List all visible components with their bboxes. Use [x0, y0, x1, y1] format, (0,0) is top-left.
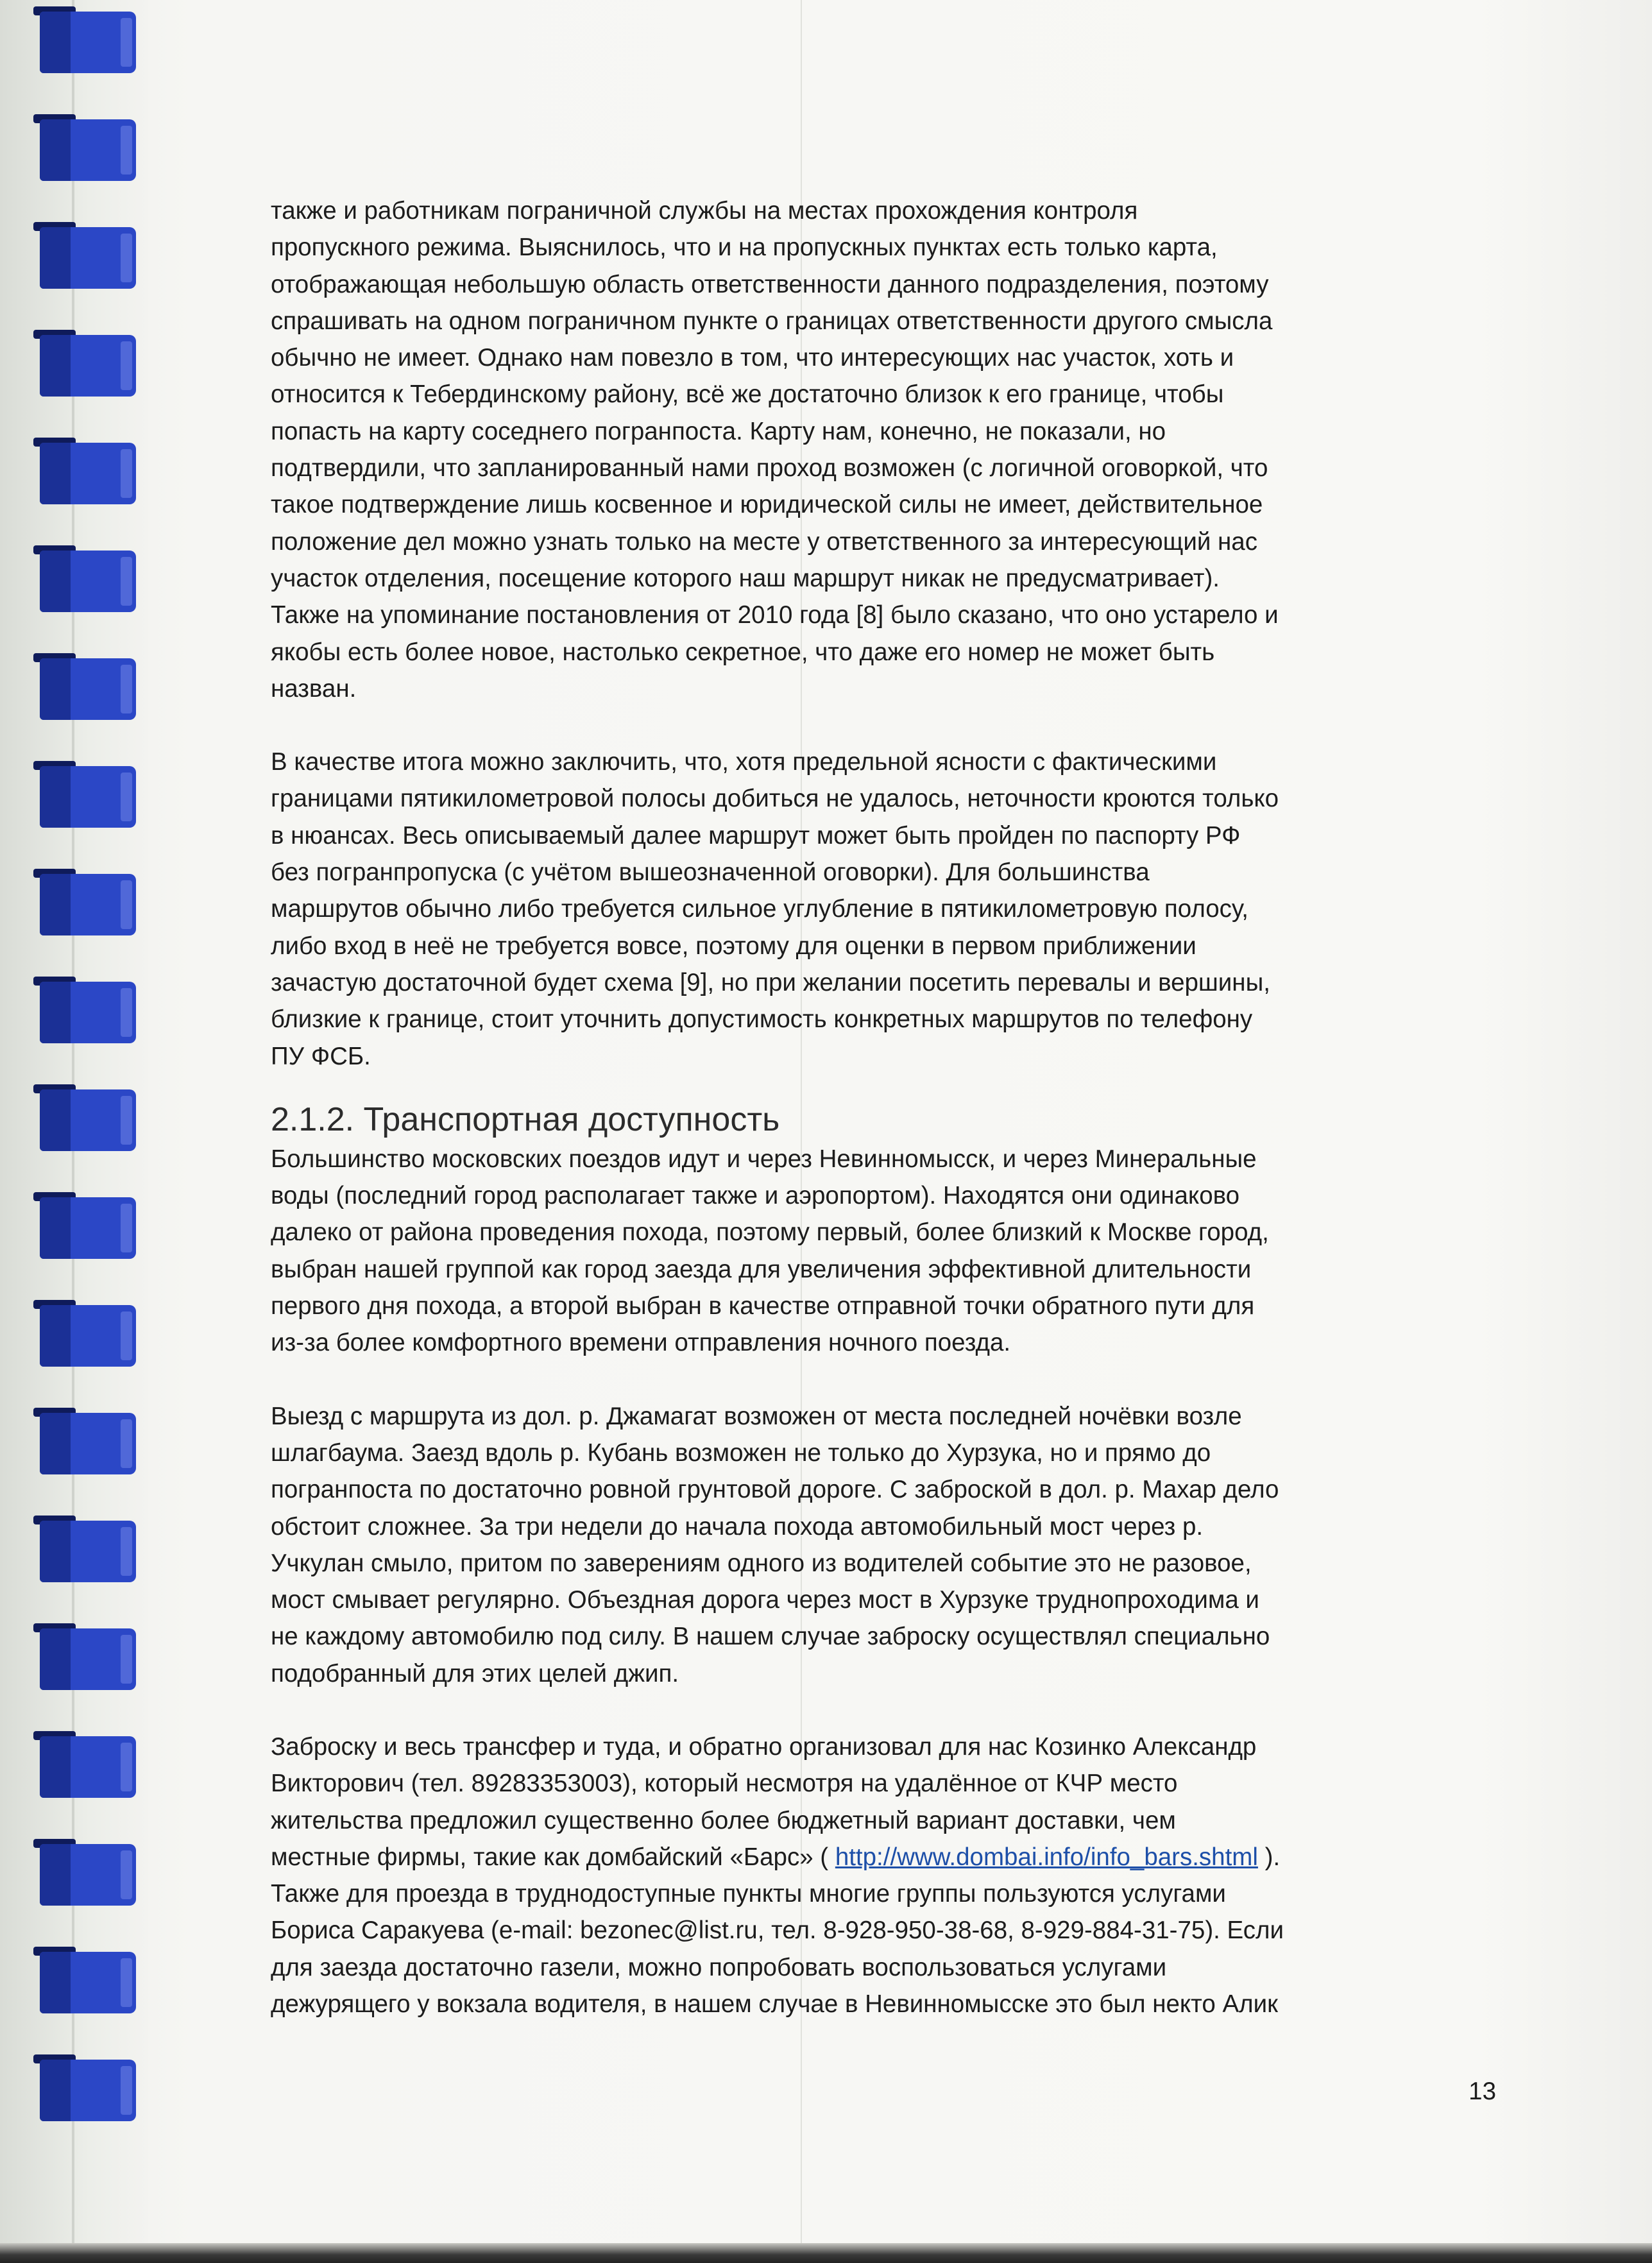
binding-ring — [40, 869, 136, 941]
text-line: Выезд с маршрута из дол. р. Джамагат возможен от места последней ночёвки возле — [271, 1402, 1242, 1430]
text-line: выбран нашей группой как город заезда для увеличения эффективной длительности — [271, 1255, 1252, 1283]
text-line: воды (последний город располагает также и аэропортом). Находятся они одинаково — [271, 1182, 1240, 1210]
text-line: либо вход в неё не требуется вовсе, поэтому для оценки в первом приближении — [271, 932, 1196, 960]
binding-ring — [40, 1408, 136, 1480]
text-line: якобы есть более новое, настолько секретное, что даже его номер не может быть — [271, 638, 1215, 666]
text-line: подтвердили, что запланированный нами проход возможен (с логичной оговоркой, что — [271, 454, 1268, 482]
text-line: относится к Тебердинскому району, всё же достаточно близок к его границе, чтобы — [271, 380, 1224, 409]
text-line: спрашивать на одном пограничном пункте о границах ответственности другого смысла — [271, 307, 1273, 335]
barsa-website-link[interactable]: http://www.dombai.info/info_bars.shtml — [835, 1843, 1258, 1871]
page-body — [271, 192, 1496, 2022]
text-line-with-link: местные фирмы, такие как домбайский «Барс» ( http://www.dombai.info/info_bars.shtml ). — [271, 1843, 1281, 1871]
binding-ring — [40, 1839, 136, 1911]
text-line: Также на упоминание постановления от 2010 года [8] было сказано, что оно устарело и — [271, 601, 1279, 629]
text-line: подобранный для этих целей джип. — [271, 1659, 679, 1687]
binding-ring — [40, 1623, 136, 1695]
text-line: первого дня похода, а второй выбран в качестве отправной точки обратного пути для — [271, 1292, 1255, 1320]
text-line: обычно не имеет. Однако нам повезло в том, что интересующих нас участок, хоть и — [271, 344, 1234, 372]
paragraph-1 — [271, 192, 1496, 707]
text-line: жительства предложил существенно более бюджетный вариант доставки, чем — [271, 1806, 1176, 1834]
binding-ring — [40, 1947, 136, 2019]
text-line: положение дел можно узнать только на месте у ответственного за интересующий нас — [271, 527, 1257, 556]
binding-ring — [40, 2054, 136, 2126]
text-line: без погранпропуска (с учётом вышеозначенной оговорки). Для большинства — [271, 858, 1150, 887]
binding-ring — [40, 330, 136, 402]
scan-bottom-edge — [0, 2243, 1652, 2263]
text-line: участок отделения, посещение которого наш маршрут никак не предусматривает). — [271, 564, 1220, 592]
paragraph-2 — [271, 744, 1496, 1075]
binding-ring — [40, 1300, 136, 1372]
text-line: Учкулан смыло, притом по заверениям одного из водителей событие это не разовое, — [271, 1549, 1252, 1577]
text-line: Большинство московских поездов идут и через Невинномысск, и через Минеральные — [271, 1145, 1257, 1173]
text-line: из-за более комфортного времени отправления ночного поезда. — [271, 1329, 1011, 1357]
text-line: В качестве итога можно заключить, что, хотя предельной ясности с фактическими — [271, 748, 1217, 776]
text-line: в нюансах. Весь описываемый далее маршрут может быть пройден по паспорту РФ — [271, 821, 1241, 850]
text-line: такое подтверждение лишь косвенное и юридической силы не имеет, действительное — [271, 491, 1263, 519]
binding-ring — [40, 977, 136, 1048]
text-line: для заезда достаточно газели, можно попробовать воспользоваться услугами — [271, 1953, 1167, 1981]
binding-ring — [40, 1516, 136, 1587]
paragraph-4 — [271, 1398, 1496, 1692]
binding-ring — [40, 438, 136, 509]
text-line: шлагбаума. Заезд вдоль р. Кубань возможен не только до Хурзука, но и прямо до — [271, 1439, 1211, 1467]
binding-ring — [40, 1192, 136, 1264]
text-line: маршрутов обычно либо требуется сильное углубление в пятикилометровую полосу, — [271, 895, 1248, 923]
text-line: Также для проезда в труднодоступные пункты многие группы пользуются услугами — [271, 1880, 1226, 1908]
text-line: погранпоста по достаточно ровной грунтовой дороге. С заброской в дол. р. Махар дело — [271, 1476, 1279, 1504]
spiral-binding — [0, 0, 148, 2263]
text-line: отображающая небольшую область ответственности данного подразделения, поэтому — [271, 270, 1269, 298]
text-line: не каждому автомобилю под силу. В нашем случае заброску осуществлял специально — [271, 1623, 1270, 1651]
binding-ring — [40, 6, 136, 78]
text-line: Викторович (тел. 89283353003), который несмотря на удалённое от КЧР место — [271, 1770, 1178, 1798]
text-line: обстоит сложнее. За три недели до начала похода автомобильный мост через р. — [271, 1512, 1204, 1541]
text-line: ПУ ФСБ. — [271, 1042, 371, 1070]
text-line: мост смывает регулярно. Объездная дорога через мост в Хурзуке труднопроходима и — [271, 1586, 1259, 1614]
binding-ring — [40, 114, 136, 186]
binding-ring — [40, 761, 136, 833]
text-line: попасть на карту соседнего погранпоста. Карту нам, конечно, не показали, но — [271, 417, 1166, 445]
text-line: пропускного режима. Выяснилось, что и на пропускных пунктах есть только карта, — [271, 234, 1218, 262]
section-heading: 2.1.2. Транспортная доступность — [271, 1100, 780, 1138]
text-line: зачастую достаточной будет схема [9], но при желании посетить перевалы и вершины, — [271, 968, 1270, 996]
text-line: Заброску и весь трансфер и туда, и обратно организовал для нас Козинко Александр — [271, 1732, 1257, 1761]
paragraph-5 — [271, 1729, 1496, 2022]
binding-ring — [40, 1084, 136, 1156]
paragraph-3 — [271, 1141, 1496, 1362]
binding-ring — [40, 653, 136, 725]
text-line: близкие к границе, стоит уточнить допустимость конкретных маршрутов по телефону — [271, 1005, 1253, 1034]
text-line: далеко от района проведения похода, поэтому первый, более близкий к Москве город, — [271, 1218, 1269, 1247]
text-line: также и работникам пограничной службы на местах прохождения контроля — [271, 197, 1138, 225]
binding-ring — [40, 1731, 136, 1803]
text-line: назван. — [271, 674, 357, 703]
page-number: 13 — [1469, 2078, 1496, 2105]
text-line: дежурящего у вокзала водителя, в нашем случае в Невинномысске это был некто Алик — [271, 1990, 1278, 2019]
text-line: Бориса Саракуева (e-mail: bezonec@list.ru, тел. 8-928-950-38-68, 8-929-884-31-75). Если — [271, 1917, 1284, 1945]
binding-ring — [40, 545, 136, 617]
binding-ring — [40, 222, 136, 294]
text-line: границами пятикилометровой полосы добиться не удалось, неточности кроются только — [271, 785, 1279, 813]
